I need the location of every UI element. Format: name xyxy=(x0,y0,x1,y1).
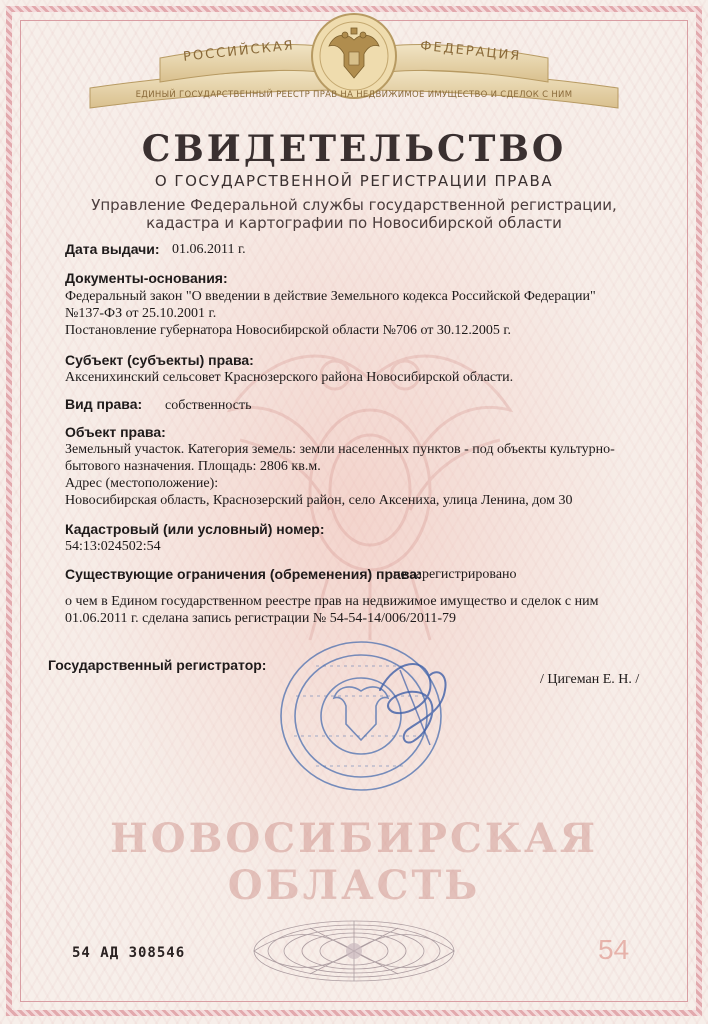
registrar-signature xyxy=(370,650,450,760)
document-title: СВИДЕТЕЛЬСТВО xyxy=(141,128,567,170)
issue-date-label: Дата выдачи: xyxy=(65,241,160,257)
double-headed-eagle-icon xyxy=(326,26,382,84)
restrictions-value: не зарегистрировано xyxy=(393,567,517,582)
issue-date-value: 01.06.2011 г. xyxy=(172,242,246,257)
region-line-1: НОВОСИБИРСКАЯ xyxy=(109,815,599,862)
region-line-2: ОБЛАСТЬ xyxy=(227,862,481,909)
documents-label: Документы-основания: xyxy=(65,270,228,286)
restrictions-label: Существующие ограничения (обременения) права: xyxy=(65,566,422,582)
object-label: Объект права: xyxy=(65,424,166,440)
documents-line-2: №137-ФЗ от 25.10.2001 г. xyxy=(65,306,217,321)
header-country-left: РОССИЙСКАЯ xyxy=(182,38,296,65)
serial-number: 54 АД 308546 xyxy=(72,945,186,961)
object-line-1: Земельный участок. Категория земель: земли населенных пунктов - под объекты культурно- xyxy=(65,442,615,457)
record-line-1: о чем в Едином государственном реестре прав на недвижимое имущество и сделок с ним xyxy=(65,594,599,609)
record-line-2: 01.06.2011 г. сделана запись регистрации № 54-54-14/006/2011-79 xyxy=(65,611,456,626)
documents-line-3: Постановление губернатора Новосибирской области №706 от 30.12.2005 г. xyxy=(65,323,512,338)
agency-line-2: кадастра и картографии по Новосибирской области xyxy=(146,214,562,232)
agency-line-1: Управление Федеральной службы государственной регистрации, xyxy=(91,196,617,214)
cadastral-number: 54:13:024502:54 xyxy=(65,539,161,554)
right-type-label: Вид права: xyxy=(65,396,143,412)
object-line-4: Новосибирская область, Краснозерский район, село Аксениха, улица Ленина, дом 30 xyxy=(65,493,573,508)
document-subtitle: О ГОСУДАРСТВЕННОЙ РЕГИСТРАЦИИ ПРАВА xyxy=(154,172,554,190)
guilloche-rosette xyxy=(250,918,458,984)
subject-value: Аксенихинский сельсовет Краснозерского района Новосибирской области. xyxy=(65,370,514,385)
subject-label: Субъект (субъекты) права: xyxy=(65,352,254,368)
cadastral-label: Кадастровый (или условный) номер: xyxy=(65,521,325,537)
object-line-3: Адрес (местоположение): xyxy=(65,476,219,491)
registrar-label: Государственный регистратор: xyxy=(48,657,267,673)
object-line-2: бытового назначения. Площадь: 2806 кв.м. xyxy=(65,459,321,474)
header-registry-line: ЕДИНЫЙ ГОСУДАРСТВЕННЫЙ РЕЕСТР ПРАВ НА НЕДВИЖИМОЕ ИМУЩЕСТВО И СДЕЛОК С НИМ xyxy=(135,90,573,100)
right-type-value: собственность xyxy=(165,398,252,413)
region-code: 54 xyxy=(598,934,630,965)
registrar-name: / Цигеман Е. Н. / xyxy=(540,672,640,687)
documents-line-1: Федеральный закон "О введении в действие Земельного кодекса Российской Федерации" xyxy=(65,289,596,304)
header-country-right: ФЕДЕРАЦИЯ xyxy=(419,38,522,65)
